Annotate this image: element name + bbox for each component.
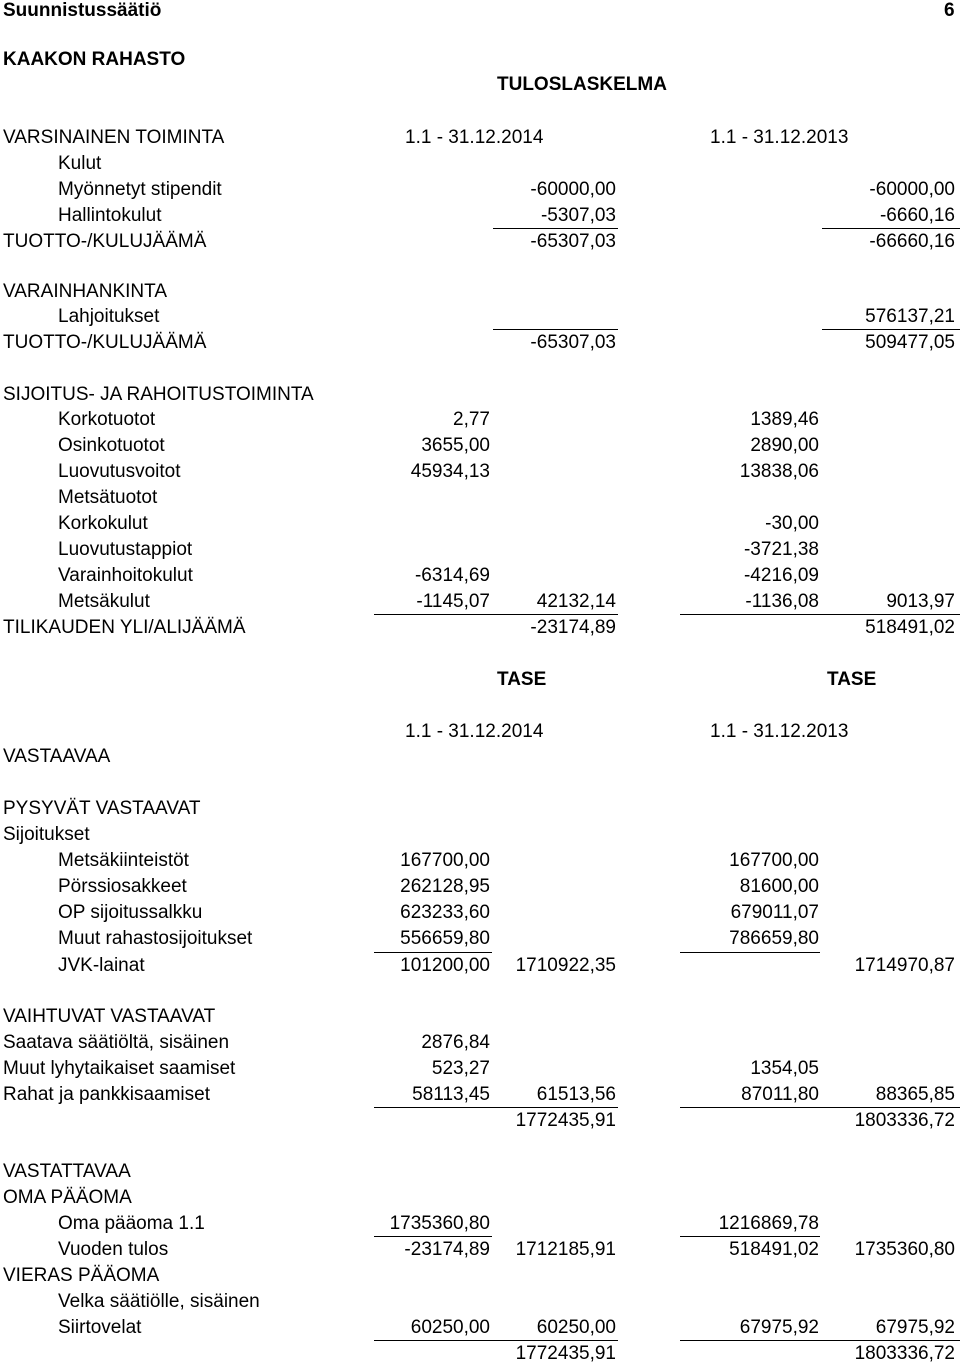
assets-heading: VASTAAVAA	[3, 746, 111, 767]
investment-row-label: Metsäkiinteistöt	[58, 850, 189, 871]
liabilities-heading: VASTATTAVAA	[3, 1161, 131, 1182]
investing-row-detail-2014: 3655,00	[421, 435, 490, 456]
donations-total-2013: 576137,21	[865, 306, 955, 327]
operating-result-2013: -66660,16	[869, 231, 955, 252]
equity-row-label: Vuoden tulos	[58, 1239, 169, 1260]
underline-rule	[374, 952, 492, 953]
investment-row-detail-2014: 167700,00	[400, 850, 490, 871]
current-row-total-2013: 88365,85	[875, 1084, 955, 1105]
debt-row-total-2013: 67975,92	[875, 1317, 955, 1338]
investment-row-detail-2014: 101200,00	[400, 955, 490, 976]
underline-rule	[822, 329, 960, 330]
underline-rule	[493, 228, 618, 229]
admin-costs-label: Hallintokulut	[58, 205, 162, 226]
underline-rule	[374, 1107, 618, 1108]
underline-rule	[822, 228, 960, 229]
current-row-detail-2014: 523,27	[431, 1058, 490, 1079]
equity-row-detail-2014: 1735360,80	[389, 1213, 490, 1234]
fundraising-result-2013: 509477,05	[865, 332, 955, 353]
admin-costs-total-2013: -6660,16	[879, 205, 955, 226]
investing-row-label: Varainhoitokulut	[58, 565, 193, 586]
admin-costs-total-2014: -5307,03	[540, 205, 616, 226]
organization-name: Suunnistussäätiö	[3, 0, 162, 21]
investing-row-label: Korkokulut	[58, 513, 148, 534]
debt-row-detail-2013: 67975,92	[739, 1317, 819, 1338]
underline-rule	[680, 1340, 960, 1341]
balance-period-2014-header: 1.1 - 31.12.2014	[405, 721, 544, 742]
page-number: 6	[944, 0, 955, 21]
period-result-2014: -23174,89	[530, 617, 616, 638]
equity-row-detail-2013: 1216869,78	[718, 1213, 819, 1234]
investing-row-detail-2014: -6314,69	[414, 565, 490, 586]
investment-row-detail-2013: 81600,00	[739, 876, 819, 897]
current-row-label: Rahat ja pankkisaamiset	[3, 1084, 210, 1105]
investment-row-detail-2013: 167700,00	[729, 850, 819, 871]
investing-row-label: Osinkotuotot	[58, 435, 165, 456]
current-row-detail-2014: 58113,45	[412, 1084, 490, 1105]
period-result-2013: 518491,02	[865, 617, 955, 638]
investing-row-detail-2014: 45934,13	[410, 461, 490, 482]
investing-row-detail-2013: -30,00	[765, 513, 819, 534]
operating-result-2014: -65307,03	[530, 231, 616, 252]
investing-row-detail-2013: 13838,06	[739, 461, 819, 482]
balance-sheet-title-2014: TASE	[497, 669, 547, 690]
income-statement-title: TULOSLASKELMA	[497, 74, 667, 95]
section-investing-heading: SIJOITUS- JA RAHOITUSTOIMINTA	[3, 384, 314, 405]
balance-sheet-title-2013: TASE	[827, 669, 877, 690]
investment-row-detail-2014: 556659,80	[400, 928, 490, 949]
investing-row-detail-2013: -3721,38	[743, 539, 819, 560]
equity-row-label: Oma pääoma 1.1	[58, 1213, 205, 1234]
debt-row-detail-2014: 60250,00	[410, 1317, 490, 1338]
investment-row-detail-2014: 262128,95	[400, 876, 490, 897]
current-row-detail-2013: 1354,05	[750, 1058, 819, 1079]
costs-label: Kulut	[58, 153, 102, 174]
liabilities-total-2014: 1772435,91	[515, 1343, 616, 1364]
investing-row-detail-2013: 1389,46	[750, 409, 819, 430]
debt-row-label: Siirtovelat	[58, 1317, 142, 1338]
investing-row-label: Luovutustappiot	[58, 539, 193, 560]
fund-name: KAAKON RAHASTO	[3, 49, 186, 70]
section-fundraising-heading: VARAINHANKINTA	[3, 281, 167, 302]
fundraising-result-label: TUOTTO-/KULUJÄÄMÄ	[3, 332, 207, 353]
current-row-detail-2013: 87011,80	[741, 1084, 819, 1105]
period-result-label: TILIKAUDEN YLI/ALIJÄÄMÄ	[3, 617, 246, 638]
investing-row-label: Korkotuotot	[58, 409, 156, 430]
assets-total-2013: 1803336,72	[854, 1110, 955, 1131]
investing-row-detail-2014: -1145,07	[416, 591, 490, 612]
equity-heading: OMA PÄÄOMA	[3, 1187, 132, 1208]
investment-row-label: OP sijoitussalkku	[58, 902, 203, 923]
underline-rule	[680, 614, 960, 615]
investing-row-label: Metsäkulut	[58, 591, 150, 612]
investing-row-detail-2013: 2890,00	[750, 435, 819, 456]
investment-row-detail-2013: 786659,80	[729, 928, 819, 949]
operating-result-label: TUOTTO-/KULUJÄÄMÄ	[3, 231, 207, 252]
equity-row-detail-2013: 518491,02	[729, 1239, 819, 1260]
underline-rule	[680, 1236, 820, 1237]
period-2013-header: 1.1 - 31.12.2013	[710, 127, 849, 148]
grants-total-2014: -60000,00	[530, 179, 616, 200]
fixed-assets-heading: PYSYVÄT VASTAAVAT	[3, 798, 201, 819]
investing-row-total-2014: 42132,14	[536, 591, 616, 612]
assets-total-2014: 1772435,91	[515, 1110, 616, 1131]
current-row-detail-2014: 2876,84	[421, 1032, 490, 1053]
investing-row-total-2013: 9013,97	[886, 591, 955, 612]
liabilities-total-2013: 1803336,72	[854, 1343, 955, 1364]
investment-row-total-2014: 1710922,35	[515, 955, 616, 976]
current-row-label: Saatava säätiöltä, sisäinen	[3, 1032, 230, 1053]
investing-row-detail-2014: 2,77	[453, 409, 490, 430]
underline-rule	[680, 1107, 960, 1108]
investment-row-label: JVK-lainat	[58, 955, 145, 976]
underline-rule	[493, 329, 618, 330]
balance-period-2013-header: 1.1 - 31.12.2013	[710, 721, 849, 742]
fundraising-result-2014: -65307,03	[530, 332, 616, 353]
investments-heading: Sijoitukset	[3, 824, 90, 845]
underline-rule	[680, 952, 820, 953]
equity-row-total-2014: 1712185,91	[515, 1239, 616, 1260]
investment-row-detail-2014: 623233,60	[400, 902, 490, 923]
current-row-label: Muut lyhytaikaiset saamiset	[3, 1058, 236, 1079]
debt-row-total-2014: 60250,00	[536, 1317, 616, 1338]
section-operating-heading: VARSINAINEN TOIMINTA	[3, 127, 225, 148]
investment-row-total-2013: 1714970,87	[854, 955, 955, 976]
period-2014-header: 1.1 - 31.12.2014	[405, 127, 544, 148]
investing-row-detail-2013: -4216,09	[743, 565, 819, 586]
underline-rule	[374, 1340, 618, 1341]
donations-label: Lahjoitukset	[58, 306, 160, 327]
investment-row-label: Muut rahastosijoitukset	[58, 928, 253, 949]
equity-row-detail-2014: -23174,89	[404, 1239, 490, 1260]
underline-rule	[374, 1236, 492, 1237]
grants-label: Myönnetyt stipendit	[58, 179, 222, 200]
investing-row-label: Metsätuotot	[58, 487, 158, 508]
current-assets-heading: VAIHTUVAT VASTAAVAT	[3, 1006, 216, 1027]
equity-row-total-2013: 1735360,80	[854, 1239, 955, 1260]
investment-row-label: Pörssiosakkeet	[58, 876, 187, 897]
grants-total-2013: -60000,00	[869, 179, 955, 200]
debt-heading: VIERAS PÄÄOMA	[3, 1265, 160, 1286]
underline-rule	[374, 614, 618, 615]
current-row-total-2014: 61513,56	[536, 1084, 616, 1105]
investing-row-label: Luovutusvoitot	[58, 461, 181, 482]
debt-row-label: Velka säätiölle, sisäinen	[58, 1291, 260, 1312]
investing-row-detail-2013: -1136,08	[745, 591, 819, 612]
investment-row-detail-2013: 679011,07	[730, 902, 819, 923]
